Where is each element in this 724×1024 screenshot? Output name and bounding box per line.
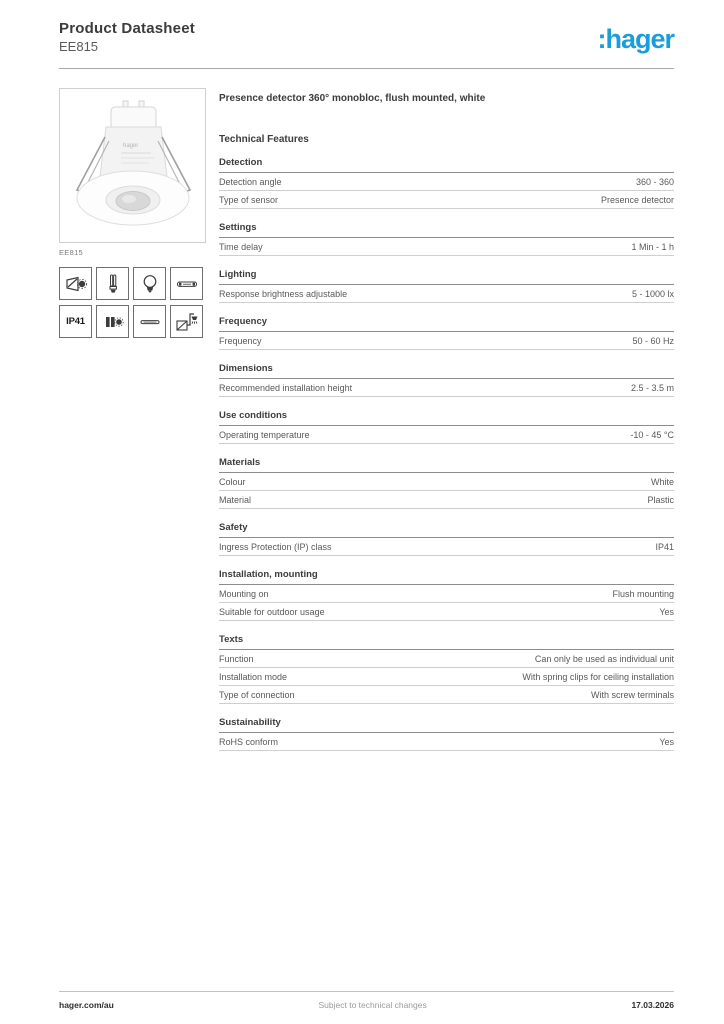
header-divider: [59, 68, 674, 69]
presence-detector-illustration: [65, 95, 200, 237]
led-tube-icon: [133, 305, 166, 338]
spec-row: [219, 426, 674, 444]
spec-row: [219, 603, 674, 621]
section-safety: [219, 522, 674, 556]
load-type-icons: [59, 267, 206, 338]
spec-value: With spring clips for ceiling installation: [522, 672, 674, 682]
spec-row: [219, 191, 674, 209]
hager-logo: :hager: [597, 24, 674, 54]
spec-label: Colour: [219, 477, 246, 487]
spec-label: Frequency: [219, 336, 262, 346]
footer-website-link[interactable]: hager.com/au: [59, 1000, 114, 1010]
spec-row: [219, 538, 674, 556]
spec-value: 50 - 60 Hz: [632, 336, 674, 346]
section-title: Lighting: [219, 269, 674, 285]
spec-label: Type of connection: [219, 690, 295, 700]
spec-row: [219, 668, 674, 686]
spec-label: Mounting on: [219, 589, 269, 599]
spec-value: 360 - 360: [635, 177, 674, 187]
spec-value: 5 - 1000 lx: [631, 289, 674, 299]
content: [59, 88, 674, 751]
spec-value: White: [650, 477, 674, 487]
product-description: Presence detector 360° monobloc, flush mounted, white: [219, 93, 486, 104]
spec-row: [219, 285, 674, 303]
spec-label: Suitable for outdoor usage: [219, 607, 325, 617]
spec-value: With screw terminals: [590, 690, 674, 700]
technical-features-heading: Technical Features: [219, 134, 309, 145]
spec-label: Type of sensor: [219, 195, 279, 205]
spec-value: Yes: [659, 737, 674, 747]
spec-row: [219, 650, 674, 668]
fluorescent-tube-icon: [170, 267, 203, 300]
halogen-lamp-dimmer-icon: [59, 267, 92, 300]
spec-value: Plastic: [647, 495, 674, 505]
header-titles: [59, 20, 195, 54]
spec-value: IP41: [655, 542, 674, 552]
section-title: Detection: [219, 157, 674, 173]
section-title: Sustainability: [219, 717, 674, 733]
ip-rating-label: IP41: [66, 316, 85, 327]
footer-disclaimer: Subject to technical changes: [318, 1000, 427, 1010]
page-footer: [59, 991, 674, 1010]
section-title: Use conditions: [219, 410, 674, 426]
spec-row: [219, 473, 674, 491]
spec-label: Response brightness adjustable: [219, 289, 348, 299]
spec-label: Ingress Protection (IP) class: [219, 542, 332, 552]
section-detection: [219, 157, 674, 209]
spec-row: [219, 332, 674, 350]
spec-label: Function: [219, 654, 254, 664]
spec-label: Operating temperature: [219, 430, 310, 440]
section-title: Dimensions: [219, 363, 674, 379]
product-image: [59, 88, 206, 243]
spec-label: Material: [219, 495, 252, 505]
section-use-conditions: [219, 410, 674, 444]
spec-label: Recommended installation height: [219, 383, 353, 393]
svg-text:hager: hager: [123, 142, 139, 149]
page-title: Product Datasheet: [59, 20, 195, 37]
spec-row: [219, 238, 674, 256]
left-column: [59, 88, 206, 751]
spec-value: Can only be used as individual unit: [534, 654, 674, 664]
ip41-rating-icon: [59, 305, 92, 338]
section-materials: [219, 457, 674, 509]
right-column: [219, 88, 674, 751]
spec-sections: [219, 157, 674, 751]
section-title: Safety: [219, 522, 674, 538]
section-dimensions: [219, 363, 674, 397]
section-title: Frequency: [219, 316, 674, 332]
section-settings: [219, 222, 674, 256]
spec-row: [219, 379, 674, 397]
page-header: [59, 20, 674, 68]
spec-value: Yes: [659, 607, 674, 617]
lv-halogen-with-transformer-icon: [170, 305, 203, 338]
section-title: Installation, mounting: [219, 569, 674, 585]
spec-value: 1 Min - 1 h: [631, 242, 674, 252]
incandescent-bulb-icon: [133, 267, 166, 300]
spec-label: Detection angle: [219, 177, 282, 187]
footer-date: 17.03.2026: [631, 1000, 674, 1010]
spec-label: Time delay: [219, 242, 263, 252]
spec-value: Presence detector: [600, 195, 674, 205]
spec-row: [219, 491, 674, 509]
section-installation-mounting: [219, 569, 674, 621]
spec-value: Flush mounting: [612, 589, 674, 599]
cfl-lamp-icon: [96, 267, 129, 300]
section-title: Settings: [219, 222, 674, 238]
section-texts: [219, 634, 674, 704]
spec-row: [219, 686, 674, 704]
spec-value: -10 - 45 °C: [630, 430, 674, 440]
section-frequency: [219, 316, 674, 350]
section-sustainability: [219, 717, 674, 751]
product-image-label: EE815: [59, 248, 84, 257]
section-title: Materials: [219, 457, 674, 473]
electronic-transformer-icon: [96, 305, 129, 338]
spec-row: [219, 173, 674, 191]
product-reference: EE815: [59, 39, 99, 54]
spec-value: 2.5 - 3.5 m: [630, 383, 674, 393]
spec-label: RoHS conform: [219, 737, 279, 747]
spec-row: [219, 733, 674, 751]
spec-row: [219, 585, 674, 603]
spec-label: Installation mode: [219, 672, 288, 682]
section-lighting: [219, 269, 674, 303]
section-title: Texts: [219, 634, 674, 650]
